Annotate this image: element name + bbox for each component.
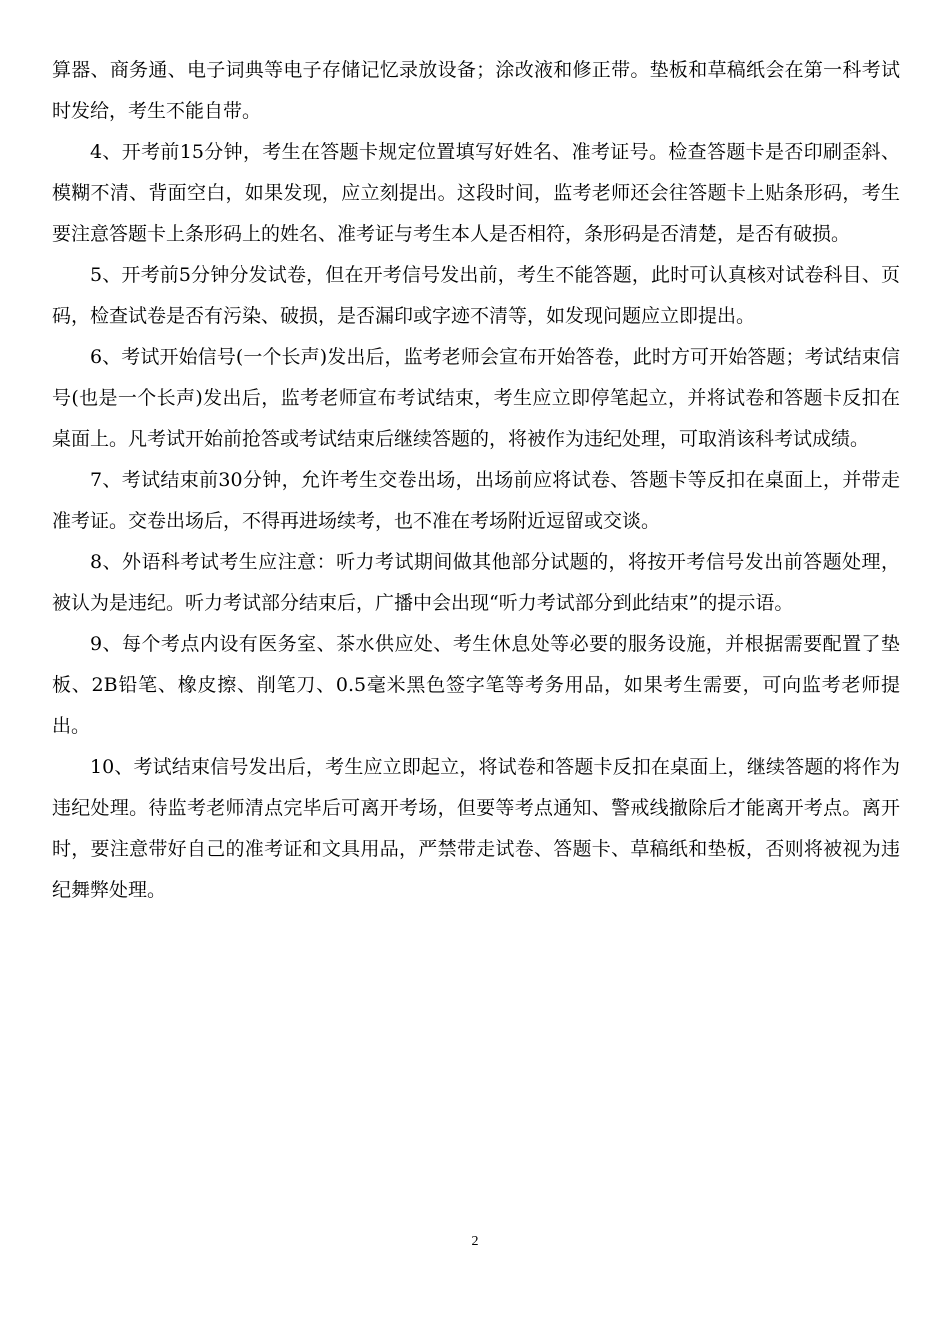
page-number: 2: [471, 1234, 479, 1249]
paragraph-item-4: 4、开考前15分钟，考生在答题卡规定位置填写好姓名、准考证号。检查答题卡是否印刷歪斜、模糊不清、背面空白，如果发现，应立刻提出。这段时间，监考老师还会往答题卡上贴条形码，考生要注意答题卡上条形码上的姓名、准考证与考生本人是否相符，条形码是否清楚，是否有破损。: [52, 141, 900, 245]
paragraph-item-6: 6、考试开始信号(一个长声)发出后，监考老师会宣布开始答卷，此时方可开始答题；考试结束信号(也是一个长声)发出后，监考老师宣布考试结束，考生应立即停笔起立，并将试卷和答题卡反扣在桌面上。凡考试开始前抢答或考试结束后继续答题的，将被作为违纪处理，可取消该科考试成绩。: [52, 346, 900, 450]
paragraph-item-9: 9、每个考点内设有医务室、茶水供应处、考生休息处等必要的服务设施，并根据需要配置了垫板、2B铅笔、橡皮擦、削笔刀、0.5毫米黑色签字笔等考务用品，如果考生需要，可向监考老师提出。: [52, 633, 900, 737]
paragraph-item-10: 10、考试结束信号发出后，考生应立即起立，将试卷和答题卡反扣在桌面上，继续答题的将作为违纪处理。待监考老师清点完毕后可离开考场，但要等考点通知、警戒线撤除后才能离开考点。离开时，要注意带好自己的准考证和文具用品，严禁带走试卷、答题卡、草稿纸和垫板，否则将被视为违纪舞弊处理。: [52, 756, 900, 901]
paragraph-item-8: 8、外语科考试考生应注意：听力考试期间做其他部分试题的，将按开考信号发出前答题处理，被认为是违纪。听力考试部分结束后，广播中会出现“听力考试部分到此结束”的提示语。: [52, 551, 900, 614]
paragraph-continuation: 算器、商务通、电子词典等电子存储记忆录放设备；涂改液和修正带。垫板和草稿纸会在第一科考试时发给，考生不能自带。: [52, 59, 900, 122]
paragraph-item-5: 5、开考前5分钟分发试卷，但在开考信号发出前，考生不能答题，此时可认真核对试卷科目、页码，检查试卷是否有污染、破损，是否漏印或字迹不清等，如发现问题应立即提出。: [52, 264, 900, 327]
paragraph-item-7: 7、考试结束前30分钟，允许考生交卷出场，出场前应将试卷、答题卡等反扣在桌面上，并带走准考证。交卷出场后，不得再进场续考，也不准在考场附近逗留或交谈。: [52, 469, 900, 532]
document-body: [52, 50, 900, 911]
